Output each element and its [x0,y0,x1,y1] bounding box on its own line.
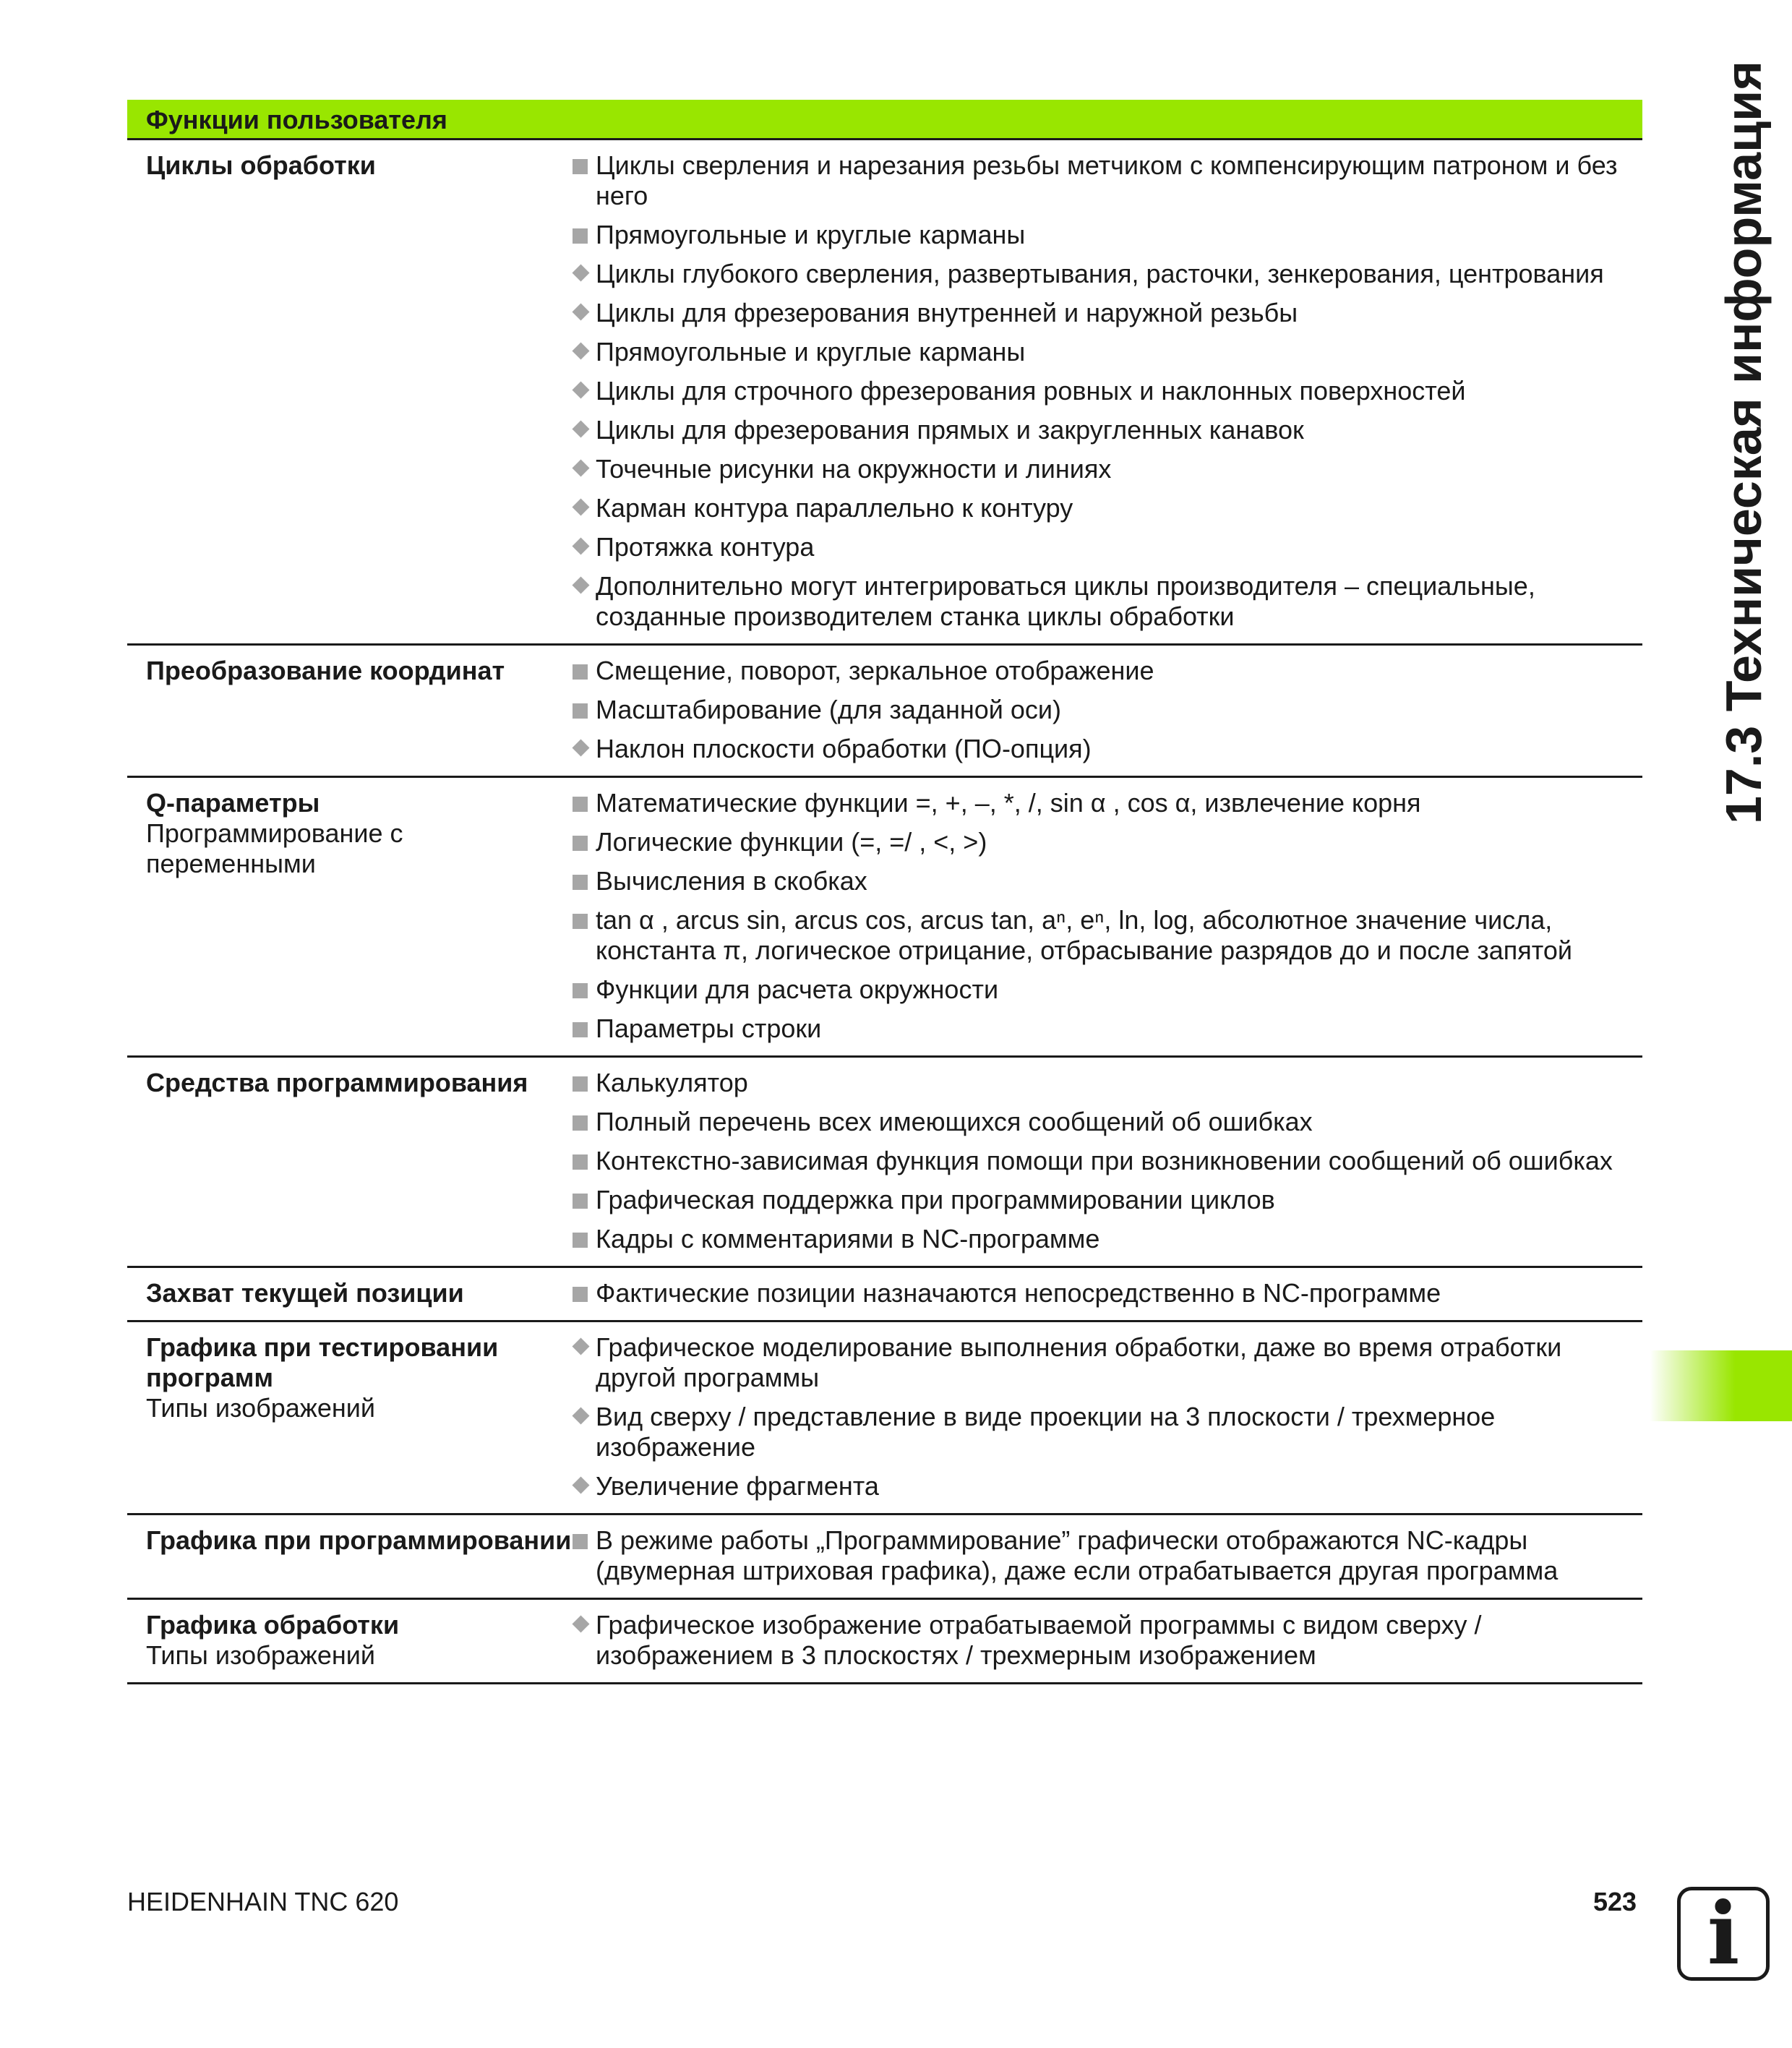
list-item [573,788,1628,818]
diamond-bullet-icon [572,576,589,594]
table-row [127,140,1642,646]
diamond-bullet-icon [572,1337,589,1355]
square-bullet-icon [573,836,588,851]
list-item-text: Функции для расчета окружности [596,974,999,1004]
list-item-text: Наклон плоскости обработки (ПО-опция) [596,734,1092,763]
footer-product: HEIDENHAIN TNC 620 [127,1887,399,1916]
list-item [573,1107,1628,1137]
list-item [573,532,1628,562]
list-item-text: В режиме работы „Программирование” графически отображаются NC-кадры (двумерная штриховая графика), даже если отрабатывается другая программа [596,1525,1559,1585]
row-title: Средства программирования [146,1068,528,1097]
list-item-text: Протяжка контура [596,532,815,562]
row-subtitle: Программирование с переменными [146,818,403,878]
list-item [573,866,1628,896]
list-item [573,1224,1628,1254]
list-item-text: Карман контура параллельно к контуру [596,493,1073,523]
list-item [573,656,1628,686]
square-bullet-icon [573,983,588,998]
diamond-bullet-icon [572,381,589,398]
list-item [573,220,1628,250]
square-bullet-icon [573,1233,588,1248]
row-title: Графика обработки [146,1610,400,1640]
feature-list [573,1332,1642,1501]
list-item [573,1610,1628,1671]
list-item-text: Дополнительно могут интегрироваться циклы производителя – специальные, созданные производителем станка циклы обработки [596,571,1535,631]
list-item [573,1278,1628,1308]
square-bullet-icon [573,228,588,244]
info-icon [1677,1883,1770,1984]
row-heading [127,150,573,632]
list-item-text: Точечные рисунки на окружности и линиях [596,454,1112,484]
section-title-vertical: 17.3 Техническая информация [1715,61,1772,824]
list-item-text: tan α , arcus sin, arcus cos, arcus tan, aⁿ, eⁿ, ln, log, абсолютное значение числа, константа π, логическое отрицание, отбрасывание разрядов до и после запятой [596,905,1572,965]
row-heading [127,1525,573,1586]
diamond-bullet-icon [572,1407,589,1424]
table-row [127,1058,1642,1268]
list-item-text: Циклы для фрезерования внутренней и наружной резьбы [596,298,1298,327]
table-row [127,1322,1642,1515]
diamond-bullet-icon [572,264,589,281]
info-glyph: i [1707,1883,1740,1984]
row-heading [127,788,573,1044]
user-functions-table [127,100,1642,1684]
list-item-text: Вычисления в скобках [596,866,867,896]
list-item [573,1014,1628,1044]
list-item [573,1525,1628,1586]
row-subtitle: Типы изображений [146,1393,375,1423]
list-item-text: Фактические позиции назначаются непосредственно в NC-программе [596,1278,1441,1308]
row-title: Циклы обработки [146,150,376,180]
list-item [573,150,1628,211]
table-row [127,1268,1642,1322]
diamond-bullet-icon [572,498,589,515]
row-heading [127,1278,573,1308]
list-item [573,827,1628,857]
row-subtitle: Типы изображений [146,1640,375,1670]
page-number: 523 [1593,1887,1637,1916]
square-bullet-icon [573,1154,588,1170]
list-item [573,376,1628,406]
list-item [573,905,1628,966]
list-item-text: Циклы глубокого сверления, развертывания, расточки, зенкерования, центрования [596,259,1604,288]
list-item-text: Кадры с комментариями в NC-программе [596,1224,1100,1254]
list-item [573,415,1628,445]
feature-list [573,1525,1642,1586]
list-item-text: Прямоугольные и круглые карманы [596,337,1026,367]
list-item-text: Полный перечень всех имеющихся сообщений об ошибках [596,1107,1313,1136]
diamond-bullet-icon [572,1476,589,1494]
square-bullet-icon [573,1022,588,1037]
list-item [573,337,1628,367]
list-item [573,1146,1628,1176]
feature-list [573,788,1642,1044]
list-item-text: Графическое моделирование выполнения обработки, даже во время отработки другой программы [596,1332,1562,1392]
list-item [573,454,1628,484]
table-header: Функции пользователя [127,100,1642,140]
table-row [127,778,1642,1058]
list-item-text: Циклы сверления и нарезания резьбы метчиком с компенсирующим патроном и без него [596,150,1618,210]
row-title: Графика при тестировании программ [146,1332,499,1392]
diamond-bullet-icon [572,459,589,476]
square-bullet-icon [573,703,588,719]
list-item [573,1068,1628,1098]
square-bullet-icon [573,1194,588,1209]
list-item [573,1402,1628,1462]
list-item [573,974,1628,1005]
list-item-text: Математические функции =, +, –, *, /, sin α , cos α, извлечение корня [596,788,1421,818]
list-item-text: Логические функции (=, =/ , <, >) [596,827,987,857]
list-item-text: Циклы для фрезерования прямых и закругленных канавок [596,415,1304,445]
table-row [127,1515,1642,1600]
square-bullet-icon [573,1115,588,1131]
list-item-text: Прямоугольные и круглые карманы [596,220,1026,249]
diamond-bullet-icon [572,739,589,756]
diamond-bullet-icon [572,1615,589,1632]
list-item [573,1332,1628,1393]
diamond-bullet-icon [572,537,589,554]
list-item-text: Масштабирование (для заданной оси) [596,695,1061,724]
list-item-text: Увеличение фрагмента [596,1471,879,1501]
feature-list [573,150,1642,632]
square-bullet-icon [573,1534,588,1549]
square-bullet-icon [573,914,588,929]
table-row [127,646,1642,778]
row-title: Q-параметры [146,788,320,818]
list-item [573,259,1628,289]
row-heading [127,1610,573,1671]
list-item-text: Графическая поддержка при программировании циклов [596,1185,1275,1214]
list-item-text: Калькулятор [596,1068,748,1097]
list-item-text: Параметры строки [596,1014,822,1043]
square-bullet-icon [573,159,588,174]
square-bullet-icon [573,1076,588,1092]
table-body [127,140,1642,1684]
list-item [573,493,1628,523]
square-bullet-icon [573,1287,588,1302]
feature-list [573,1610,1642,1671]
row-heading [127,656,573,764]
square-bullet-icon [573,664,588,680]
list-item [573,1471,1628,1501]
list-item-text: Вид сверху / представление в виде проекции на 3 плоскости / трехмерное изображение [596,1402,1496,1462]
square-bullet-icon [573,875,588,890]
feature-list [573,656,1642,764]
row-heading [127,1068,573,1254]
list-item [573,1185,1628,1215]
table-row [127,1600,1642,1684]
diamond-bullet-icon [572,420,589,437]
list-item-text: Контекстно-зависимая функция помощи при возникновении сообщений об ошибках [596,1146,1613,1175]
list-item-text: Циклы для строчного фрезерования ровных и наклонных поверхностей [596,376,1466,406]
row-title: Графика при программировании [146,1525,572,1555]
list-item [573,298,1628,328]
row-title: Захват текущей позиции [146,1278,464,1308]
list-item [573,695,1628,725]
feature-list [573,1068,1642,1254]
list-item [573,734,1628,764]
list-item-text: Смещение, поворот, зеркальное отображение [596,656,1154,685]
square-bullet-icon [573,797,588,812]
list-item [573,571,1628,632]
diamond-bullet-icon [572,303,589,320]
list-item-text: Графическое изображение отрабатываемой программы с видом сверху / изображением в 3 плоскостях / трехмерным изображением [596,1610,1482,1670]
diamond-bullet-icon [572,342,589,359]
feature-list [573,1278,1642,1308]
chapter-tab-marker [1650,1350,1792,1421]
row-heading [127,1332,573,1501]
row-title: Преобразование координат [146,656,505,685]
